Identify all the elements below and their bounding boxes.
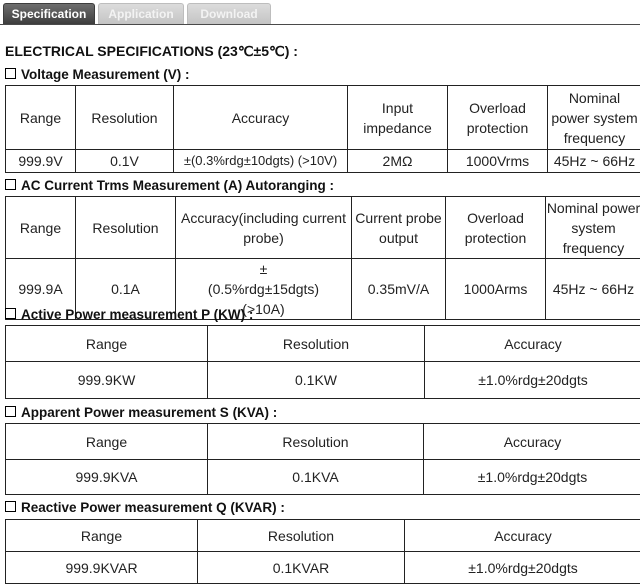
reactive-power-heading bbox=[5, 500, 285, 515]
ac-current-heading bbox=[5, 178, 334, 193]
ac-current-heading-label: AC Current Trms Measurement (A) Autoranging : bbox=[21, 178, 334, 193]
table-header-row bbox=[6, 326, 640, 362]
table-cell: 0.1KW bbox=[208, 362, 425, 399]
table-cell: 999.9KVA bbox=[6, 460, 208, 495]
header-cell: Nominal power system frequency bbox=[548, 86, 640, 150]
table-row bbox=[6, 150, 640, 173]
header-cell: Accuracy bbox=[174, 86, 348, 150]
table-header-row bbox=[6, 86, 640, 150]
voltage-heading bbox=[5, 67, 190, 82]
header-cell: Input impedance bbox=[348, 86, 448, 150]
header-cell: Range bbox=[6, 520, 198, 552]
tab-application[interactable]: Application bbox=[98, 3, 184, 24]
ac-current-table bbox=[5, 196, 640, 320]
table-cell: 0.1V bbox=[76, 150, 174, 173]
apparent-power-table bbox=[5, 423, 640, 495]
active-power-heading-label: Active Power measurement P (KW) : bbox=[21, 307, 253, 322]
header-cell: Overload protection bbox=[448, 86, 548, 150]
table-cell: 0.1KVAR bbox=[198, 552, 405, 584]
table-header-row bbox=[6, 197, 640, 259]
header-cell: Nominal power system frequency bbox=[546, 197, 640, 259]
table-cell: 0.1KVA bbox=[208, 460, 424, 495]
table-cell: ±1.0%rdg±20dgts bbox=[405, 552, 640, 584]
table-row bbox=[6, 362, 640, 399]
table-cell: ±(0.5%rdg±15dgts) (>10A) bbox=[176, 259, 352, 320]
header-cell: Range bbox=[6, 86, 76, 150]
header-cell: Current probe output bbox=[352, 197, 446, 259]
checkbox-icon bbox=[5, 308, 16, 319]
table-cell: 0.35mV/A bbox=[352, 259, 446, 320]
page-title: ELECTRICAL SPECIFICATIONS (23℃±5℃) : bbox=[5, 43, 298, 60]
table-cell: ±1.0%rdg±20dgts bbox=[425, 362, 640, 399]
table-cell: 1000Arms bbox=[446, 259, 546, 320]
tab-download[interactable]: Download bbox=[187, 3, 271, 24]
apparent-power-heading-label: Apparent Power measurement S (KVA) : bbox=[21, 405, 277, 420]
table-header-row bbox=[6, 424, 640, 460]
header-cell: Accuracy(including current probe) bbox=[176, 197, 352, 259]
table-cell: ±(0.3%rdg±10dgts) (>10V) bbox=[174, 150, 348, 173]
checkbox-icon bbox=[5, 501, 16, 512]
table-cell: 999.9A bbox=[6, 259, 76, 320]
header-cell: Accuracy bbox=[424, 424, 640, 460]
table-cell: 999.9KVAR bbox=[6, 552, 198, 584]
header-cell: Resolution bbox=[76, 86, 174, 150]
table-cell: 0.1A bbox=[76, 259, 176, 320]
apparent-power-heading bbox=[5, 405, 277, 420]
table-cell: 999.9KW bbox=[6, 362, 208, 399]
checkbox-icon bbox=[5, 179, 16, 190]
active-power-heading bbox=[5, 307, 253, 322]
header-cell: Range bbox=[6, 197, 76, 259]
checkbox-icon bbox=[5, 68, 16, 79]
reactive-power-table bbox=[5, 519, 640, 584]
table-cell: 45Hz ~ 66Hz bbox=[546, 259, 640, 320]
reactive-power-heading-label: Reactive Power measurement Q (KVAR) : bbox=[21, 500, 285, 515]
table-cell: 1000Vrms bbox=[448, 150, 548, 173]
header-cell: Resolution bbox=[208, 326, 425, 362]
header-cell: Range bbox=[6, 326, 208, 362]
header-cell: Resolution bbox=[208, 424, 424, 460]
header-cell: Accuracy bbox=[425, 326, 640, 362]
table-cell: 999.9V bbox=[6, 150, 76, 173]
table-cell: 45Hz ~ 66Hz bbox=[548, 150, 640, 173]
voltage-table bbox=[5, 85, 640, 173]
table-cell: ±1.0%rdg±20dgts bbox=[424, 460, 640, 495]
header-cell: Overload protection bbox=[446, 197, 546, 259]
tab-bar bbox=[0, 0, 640, 25]
header-cell: Range bbox=[6, 424, 208, 460]
table-row bbox=[6, 460, 640, 495]
table-cell: 2MΩ bbox=[348, 150, 448, 173]
checkbox-icon bbox=[5, 406, 16, 417]
voltage-heading-label: Voltage Measurement (V) : bbox=[21, 67, 190, 82]
table-row bbox=[6, 552, 640, 584]
header-cell: Accuracy bbox=[405, 520, 640, 552]
active-power-table bbox=[5, 325, 640, 399]
table-header-row bbox=[6, 520, 640, 552]
header-cell: Resolution bbox=[76, 197, 176, 259]
tab-specification[interactable]: Specification bbox=[3, 3, 95, 24]
header-cell: Resolution bbox=[198, 520, 405, 552]
